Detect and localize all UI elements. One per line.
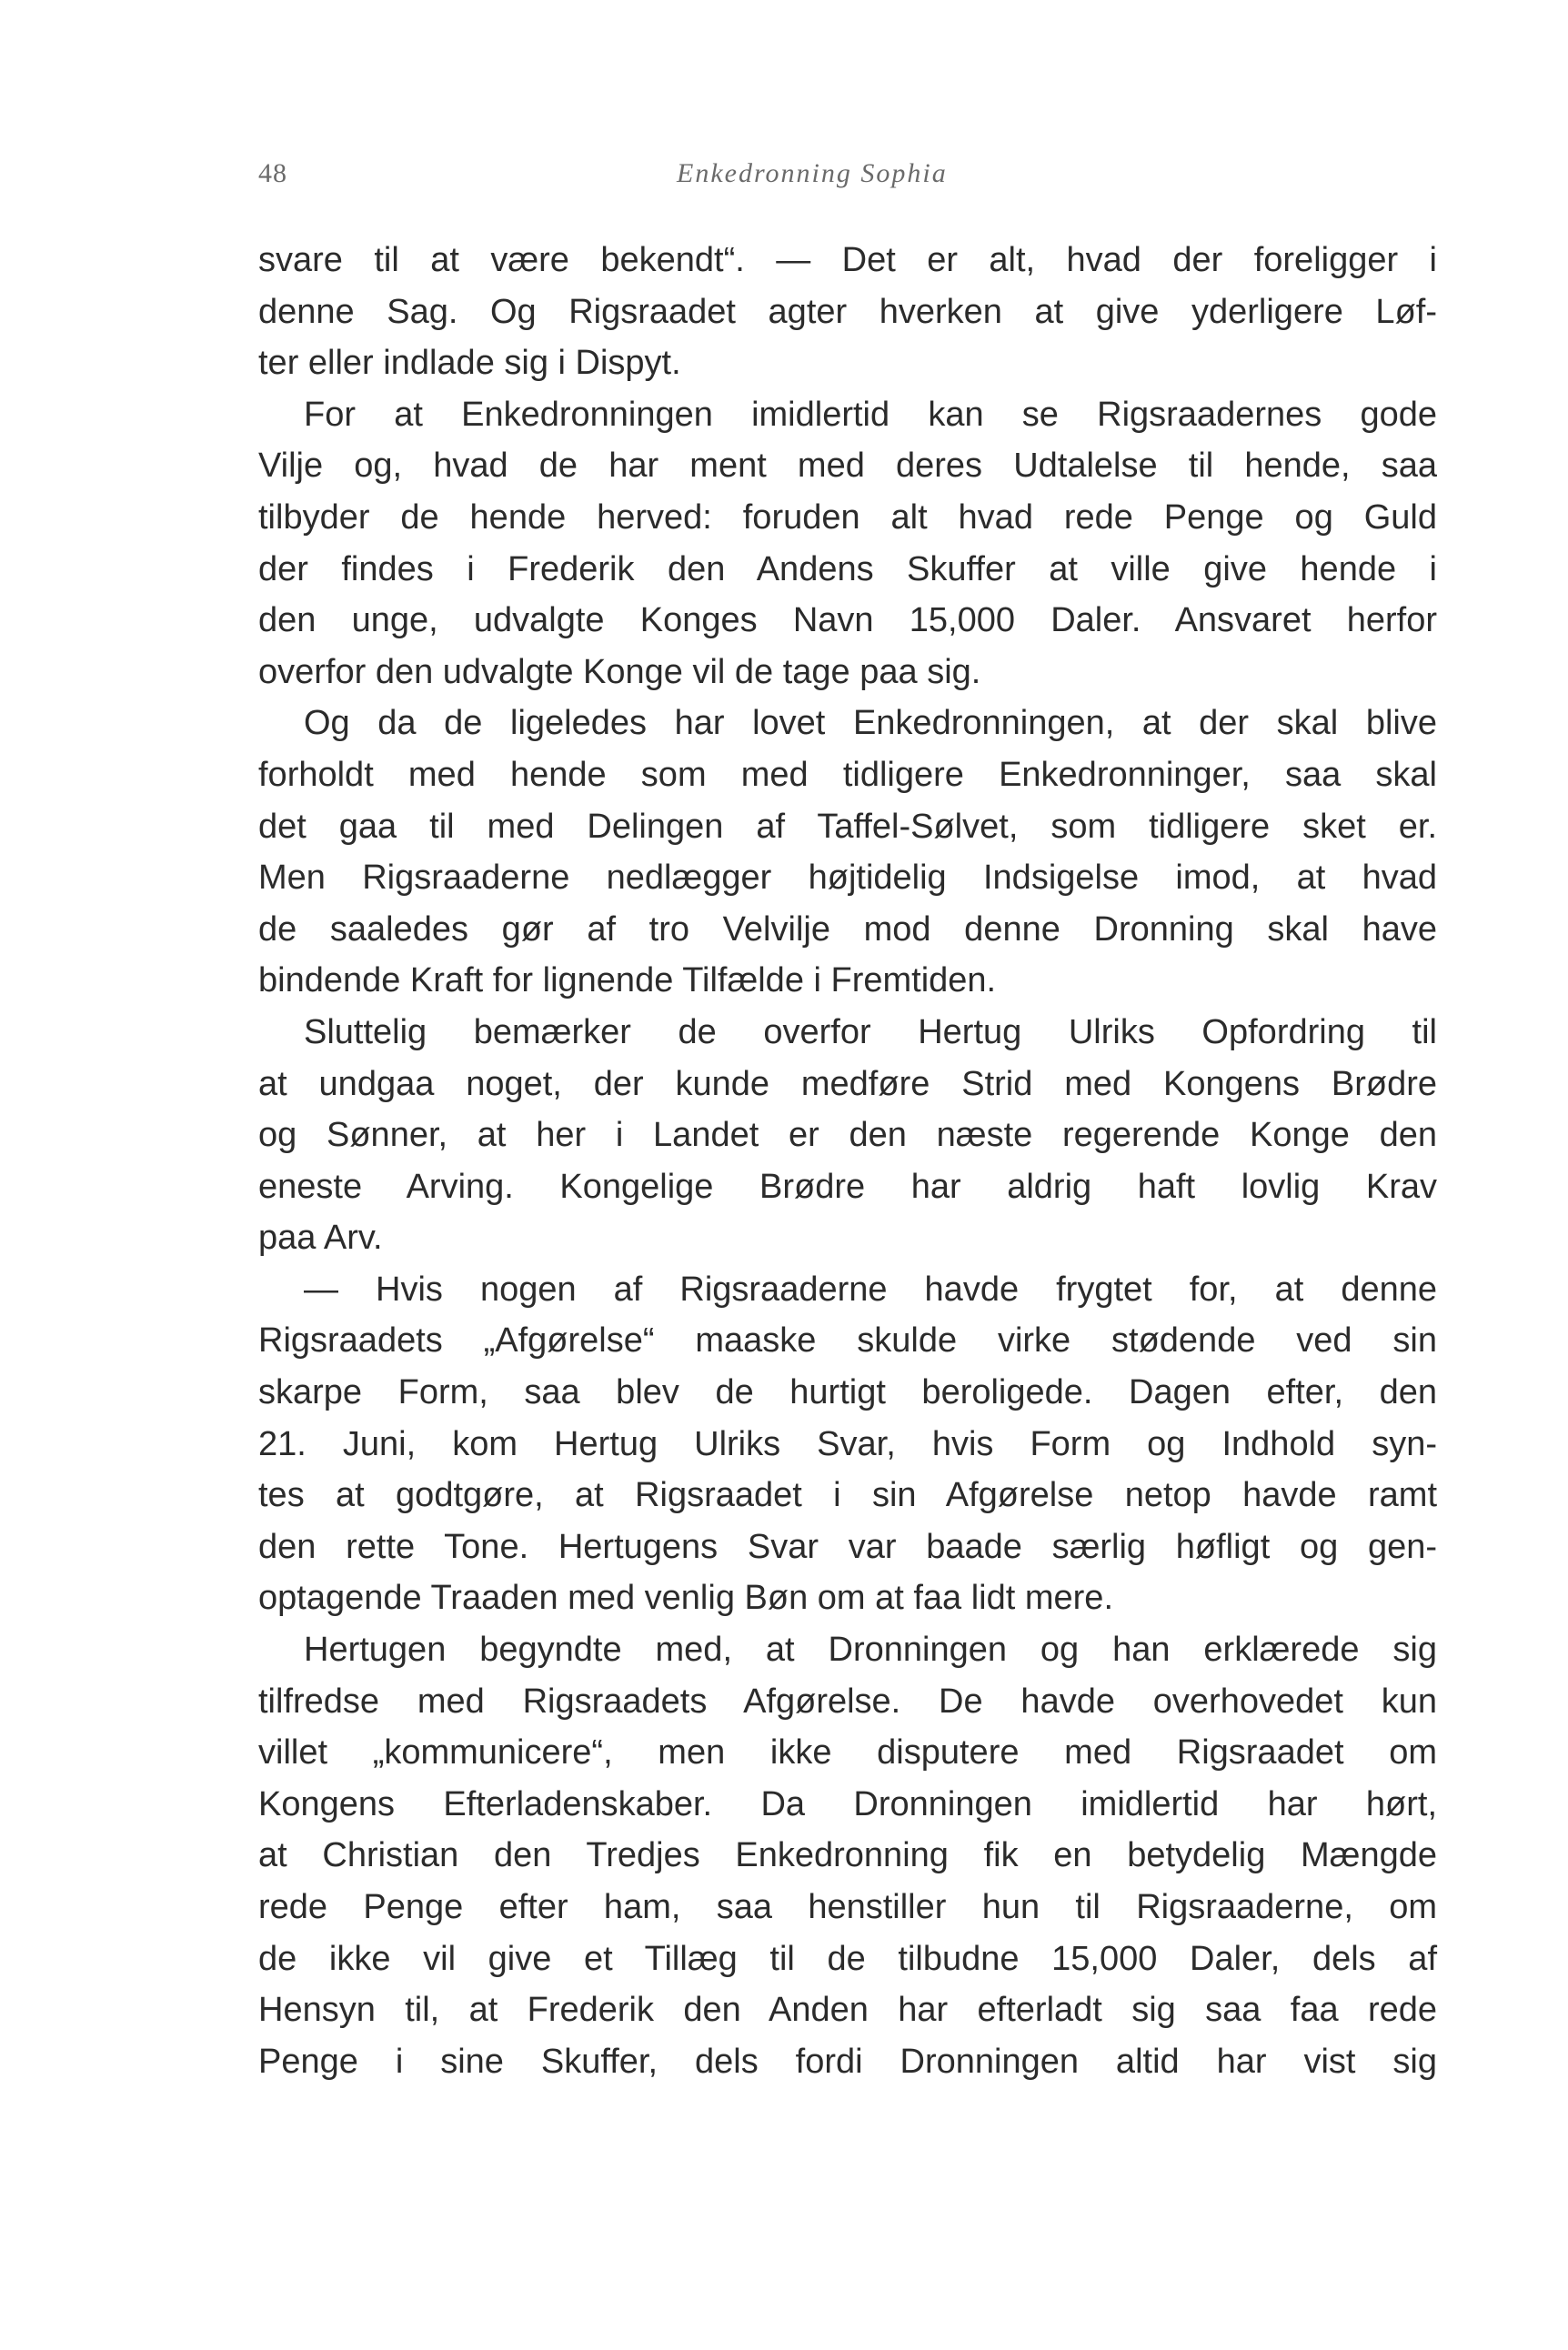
page-number: 48 — [258, 158, 287, 188]
text-line: ter eller indlade sig i Dispyt. — [258, 344, 681, 383]
text-line: tilfredse med Rigsraadets Afgørelse. De havde overhovedet kun — [258, 1682, 1437, 1721]
running-head — [258, 158, 1432, 195]
text-line: der findes i Frederik den Andens Skuffer at ville give hende i — [258, 549, 1437, 588]
text-line: det gaa til med Delingen af Taffel-Sølvet, som tidligere sket er. — [258, 807, 1437, 846]
text-line: bindende Kraft for lignende Tilfælde i Fremtiden. — [258, 961, 997, 1000]
running-title: Enkedronning Sophia — [677, 158, 948, 188]
text-line: at Christian den Tredjes Enkedronning fik en betydelig Mængde — [258, 1836, 1437, 1875]
text-line: paa Arv. — [258, 1219, 383, 1258]
text-line: de saaledes gør af tro Velvilje mod denne Dronning skal have — [258, 909, 1437, 949]
text-line: — Hvis nogen af Rigsraaderne havde frygtet for, at denne — [304, 1270, 1437, 1309]
text-line: den rette Tone. Hertugens Svar var baade særlig høfligt og gen- — [258, 1527, 1437, 1566]
text-line: forholdt med hende som med tidligere Enkedronninger, saa skal — [258, 755, 1437, 794]
text-line: Vilje og, hvad de har ment med deres Udtalelse til hende, saa — [258, 447, 1437, 486]
text-line: overfor den udvalgte Konge vil de tage paa sig. — [258, 652, 981, 691]
text-line: og Sønner, at her i Landet er den næste regerende Konge den — [258, 1116, 1437, 1155]
text-line: at undgaa noget, der kunde medføre Strid med Kongens Brødre — [258, 1064, 1437, 1103]
body-text — [258, 235, 1437, 2087]
text-line: Rigsraadets „Afgørelse“ maaske skulde virke stødende ved sin — [258, 1321, 1437, 1361]
text-line: Og da de ligeledes har lovet Enkedronningen, at der skal blive — [304, 704, 1437, 743]
text-line: Sluttelig bemærker de overfor Hertug Ulriks Opfordring til — [304, 1012, 1437, 1051]
text-line: 21. Juni, kom Hertug Ulriks Svar, hvis Form og Indhold syn- — [258, 1424, 1437, 1463]
text-line: For at Enkedronningen imidlertid kan se Rigsraadernes gode — [304, 395, 1437, 434]
text-line: tilbyder de hende herved: foruden alt hvad rede Penge og Guld — [258, 497, 1437, 537]
text-line: skarpe Form, saa blev de hurtigt beroligede. Dagen efter, den — [258, 1373, 1437, 1412]
text-line: Hensyn til, at Frederik den Anden har efterladt sig saa faa rede — [258, 1991, 1437, 2030]
text-line: Penge i sine Skuffer, dels fordi Dronningen altid har vist sig — [258, 2042, 1437, 2081]
text-line: svare til at være bekendt“. — Det er alt, hvad der foreligger i — [258, 241, 1437, 279]
text-line: denne Sag. Og Rigsraadet agter hverken at give yderligere Løf- — [258, 292, 1437, 331]
text-line: Kongens Efterladenskaber. Da Dronningen imidlertid har hørt, — [258, 1784, 1437, 1823]
text-line: den unge, udvalgte Konges Navn 15,000 Daler. Ansvaret herfor — [258, 601, 1437, 640]
text-line: Men Rigsraaderne nedlægger højtidelig Indsigelse imod, at hvad — [258, 859, 1437, 898]
text-line: eneste Arving. Kongelige Brødre har aldrig haft lovlig Krav — [258, 1167, 1437, 1206]
text-line: tes at godtgøre, at Rigsraadet i sin Afgørelse netop havde ramt — [258, 1476, 1437, 1515]
text-line: Hertugen begyndte med, at Dronningen og han erklærede sig — [304, 1631, 1437, 1670]
text-line: villet „kommunicere“, men ikke disputere med Rigsraadet om — [258, 1733, 1437, 1773]
text-line: optagende Traaden med venlig Bøn om at faa lidt mere. — [258, 1579, 1113, 1618]
text-line: de ikke vil give et Tillæg til de tilbudne 15,000 Daler, dels af — [258, 1939, 1437, 1978]
text-line: rede Penge efter ham, saa henstiller hun til Rigsraaderne, om — [258, 1888, 1437, 1926]
